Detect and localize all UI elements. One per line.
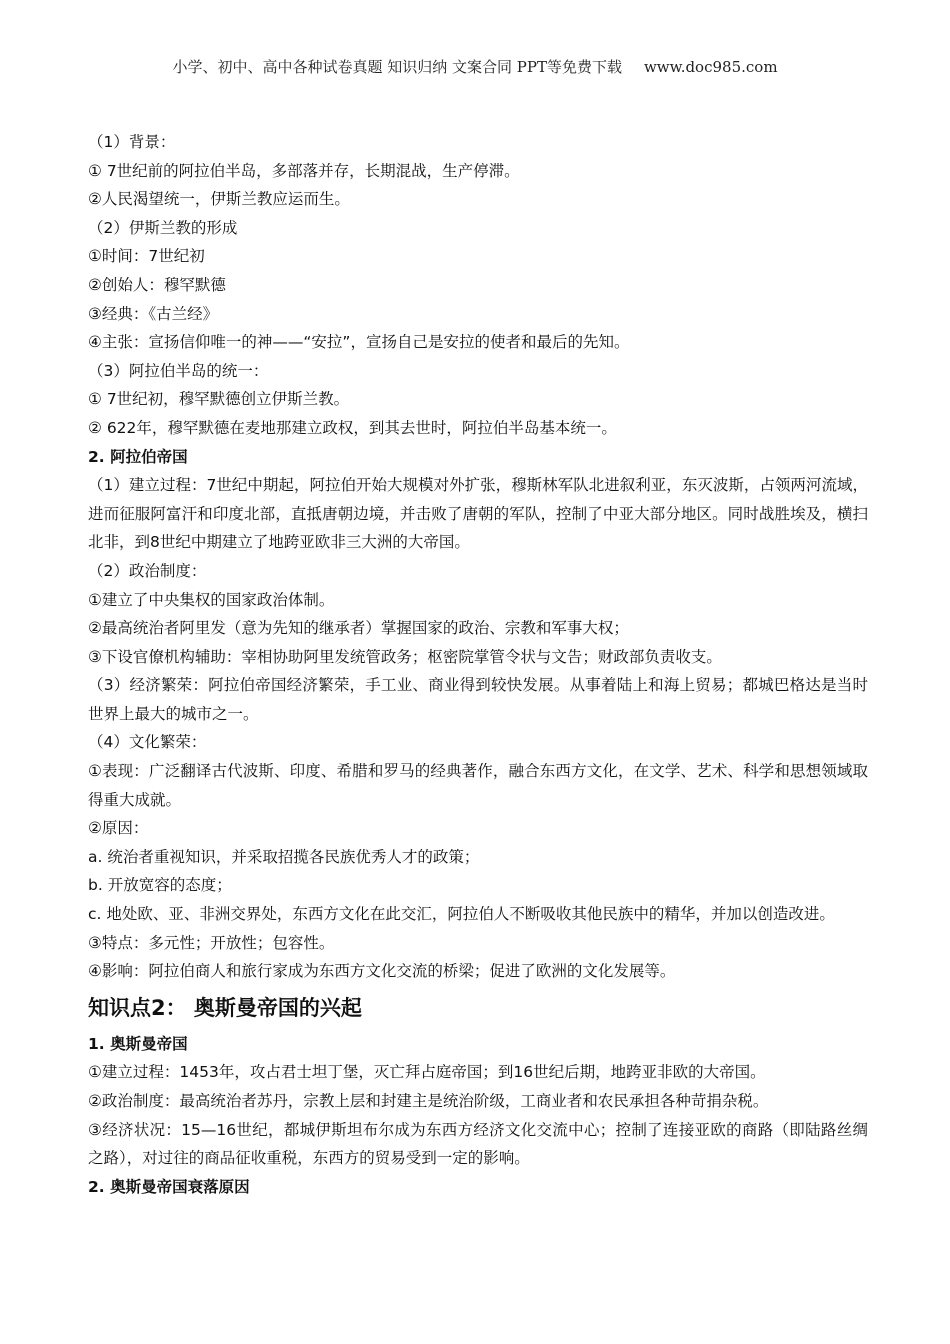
paragraph: （1）建立过程：7世纪中期起，阿拉伯开始大规模对外扩张，穆斯林军队北进叙利亚，东灭波斯，占领两河流域，进而征服阿富汗和印度北部，直抵唐朝边境，并击败了唐朝的军队，控制了中亚大部分地区。同时战胜埃及，横扫北非，到8世纪中期建立了地跨亚欧非三大洲的大帝国。: [88, 476, 868, 552]
subheading: 2. 奥斯曼帝国衰落原因: [88, 1177, 250, 1196]
text-line: （4）文化繁荣：: [88, 733, 207, 752]
header-site-url: www.doc985.com: [643, 58, 778, 76]
text-line: ①建立过程：1453年，攻占君士坦丁堡，灭亡拜占庭帝国；到16世纪后期，地跨亚非欧的大帝国。: [88, 1063, 766, 1082]
text-line: ①时间：7世纪初: [88, 247, 205, 266]
page-header: [0, 56, 950, 77]
text-line: ②政治制度：最高统治者苏丹，宗教上层和封建主是统治阶级，工商业者和农民承担各种苛捐杂税。: [88, 1092, 769, 1110]
text-line: ④主张：宣扬信仰唯一的神——“安拉”，宣扬自己是安拉的使者和最后的先知。: [88, 333, 630, 352]
text-line: （3）阿拉伯半岛的统一：: [88, 361, 269, 380]
text-line: ②人民渴望统一，伊斯兰教应运而生。: [88, 190, 350, 209]
subheading: 2. 阿拉伯帝国: [88, 447, 188, 466]
document-body: [88, 128, 868, 1201]
text-line: ③特点：多元性；开放性；包容性。: [88, 933, 335, 952]
text-line: ① 7世纪前的阿拉伯半岛，多部落并存，长期混战，生产停滞。: [88, 161, 520, 180]
text-line: ① 7世纪初，穆罕默德创立伊斯兰教。: [88, 390, 350, 409]
paragraph: c. 地处欧、亚、非洲交界处，东西方文化在此交汇，阿拉伯人不断吸收其他民族中的精华，并加以创造改进。: [88, 905, 835, 924]
text-line: ④影响：阿拉伯商人和旅行家成为东西方文化交流的桥梁；促进了欧洲的文化发展等。: [88, 962, 676, 981]
paragraph: （3）经济繁荣：阿拉伯帝国经济繁荣，手工业、商业得到较快发展。从事着陆上和海上贸易；都城巴格达是当时世界上最大的城市之一。: [88, 676, 868, 723]
text-line: ②创始人：穆罕默德: [88, 275, 226, 294]
text-line: ②原因：: [88, 819, 149, 838]
paragraph: ③经济状况：15—16世纪，都城伊斯坦布尔成为东西方经济文化交流中心；控制了连接亚欧的商路（即陆路丝绸之路），对过往的商品征收重税，东西方的贸易受到一定的影响。: [88, 1120, 868, 1168]
text-line: ③经典：《古兰经》: [88, 304, 219, 323]
section-title: 知识点2： 奥斯曼帝国的兴起: [88, 995, 362, 1020]
header-banner: 小学、初中、高中各种试卷真题 知识归纳 文案合同 PPT等免费下载: [172, 58, 622, 76]
text-line: a. 统治者重视知识，并采取招揽各民族优秀人才的政策；: [88, 847, 480, 866]
text-line: ② 622年，穆罕默德在麦地那建立政权，到其去世时，阿拉伯半岛基本统一。: [88, 418, 617, 437]
text-line: （2）伊斯兰教的形成: [88, 218, 238, 237]
text-line: ③下设官僚机构辅助：宰相协助阿里发统管政务；枢密院掌管令状与文告；财政部负责收支。: [88, 647, 722, 666]
text-line: b. 开放宽容的态度；: [88, 876, 232, 895]
subheading: 1. 奥斯曼帝国: [88, 1034, 188, 1053]
text-line: （2）政治制度：: [88, 561, 207, 580]
text-line: ①建立了中央集权的国家政治体制。: [88, 590, 335, 609]
text-line: （1）背景：: [88, 133, 176, 151]
paragraph: ①表现：广泛翻译古代波斯、印度、希腊和罗马的经典著作，融合东西方文化，在文学、艺术、科学和思想领域取得重大成就。: [88, 762, 868, 809]
text-line: ②最高统治者阿里发（意为先知的继承者）掌握国家的政治、宗教和军事大权；: [88, 619, 629, 638]
